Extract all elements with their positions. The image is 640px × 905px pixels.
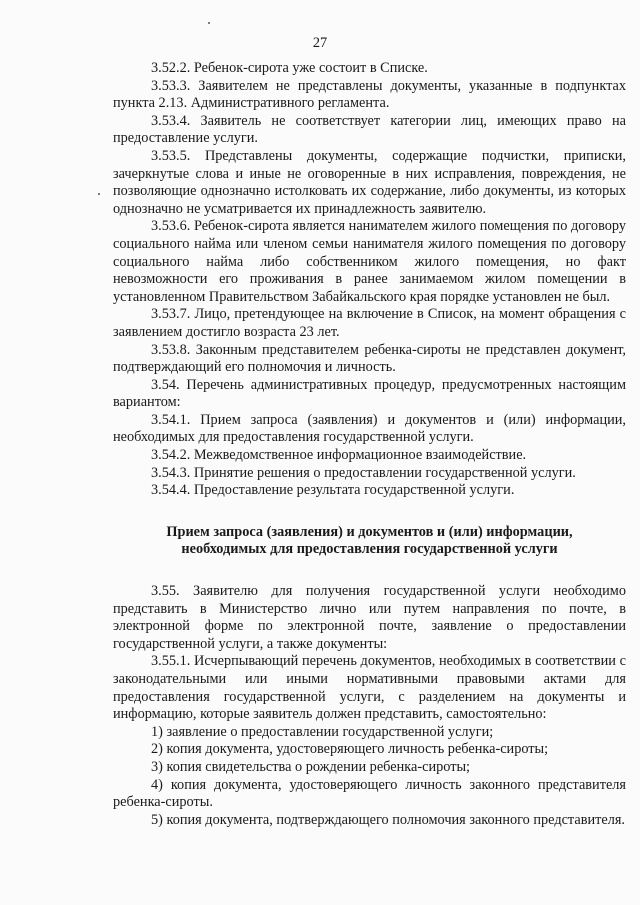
section-heading-line-2: необходимых для предоставления государственной услуги xyxy=(181,541,558,558)
scan-speck xyxy=(208,22,210,24)
paragraph-3-54-3: 3.54.3. Принятие решения о предоставлении государственной услуги. xyxy=(151,464,576,481)
section-heading-line-1: Прием запроса (заявления) и документов и (или) информации, xyxy=(166,523,573,540)
list-item-2: 2) копия документа, удостоверяющего личность ребенка-сироты; xyxy=(151,741,549,758)
scan-speck xyxy=(98,193,100,195)
paragraph-3-53-4: 3.53.4. Заявитель не соответствует категории лиц, имеющих право на предоставление услуги. xyxy=(113,112,626,147)
paragraph-3-54: 3.54. Перечень административных процедур, предусмотренных настоящим вариантом: xyxy=(113,376,626,411)
paragraph-3-54-1: 3.54.1. Прием запроса (заявления) и документов и (или) информации, необходимых для предоставления государственной услуги. xyxy=(113,411,626,446)
paragraph-3-55-1: 3.55.1. Исчерпывающий перечень документов, необходимых в соответствии с законодательными или иными нормативными правовыми актами для предоставления государственной услуги, с разделением на документы и информацию, которые заявитель должен представить, самостоятельно: xyxy=(113,653,626,723)
paragraph-3-53-7: 3.53.7. Лицо, претендующее на включение в Список, на момент обращения с заявлением достигло возраста 23 лет. xyxy=(113,306,626,340)
page-number: 27 xyxy=(312,35,328,51)
document-body xyxy=(113,60,626,829)
paragraph-3-53-6: 3.53.6. Ребенок-сирота является нанимателем жилого помещения по договору социального найма или членом семьи нанимателя жилого помещения по договору социального найма либо собственником жилого помещения, но факт невозможности его проживания в ранее занимаемом жилом помещении в установленном Правительством Забайкальского края порядке установлен не был. xyxy=(113,218,626,305)
paragraph-3-53-3: 3.53.3. Заявителем не представлены документы, указанные в подпунктах пункта 2.13. Административного регламента. xyxy=(113,77,626,112)
list-item-3: 3) копия свидетельства о рождении ребенка-сироты; xyxy=(151,758,471,775)
list-item-4: 4) копия документа, удостоверяющего личность законного представителя ребенка-сироты. xyxy=(113,776,626,811)
list-item-5: 5) копия документа, подтверждающего полномочия законного представителя. xyxy=(151,811,625,828)
paragraph-3-53-5: 3.53.5. Представлены документы, содержащие подчистки, приписки, зачеркнутые слова и иные не оговоренные в них исправления, повреждения, не позволяющие однозначно истолковать их содержание, либо документы, из которых однозначно не усматривается их принадлежность заявителю. xyxy=(113,147,626,217)
paragraph-3-54-2: 3.54.2. Межведомственное информационное взаимодействие. xyxy=(151,447,527,464)
paragraph-3-53-8: 3.53.8. Законным представителем ребенка-сироты не представлен документ, подтверждающий его полномочия и личность. xyxy=(113,341,626,376)
list-item-1: 1) заявление о предоставлении государственной услуги; xyxy=(151,723,494,740)
paragraph-3-52-2: 3.52.2. Ребенок-сирота уже состоит в Списке. xyxy=(151,60,428,76)
paragraph-3-54-4: 3.54.4. Предоставление результата государственной услуги. xyxy=(151,482,515,499)
paragraph-3-55: 3.55. Заявителю для получения государственной услуги необходимо представить в Министерство лично или путем направления по почте, в электронной форме по электронной почте, заявление о предоставлении государственной услуги, а также документы: xyxy=(113,583,626,652)
